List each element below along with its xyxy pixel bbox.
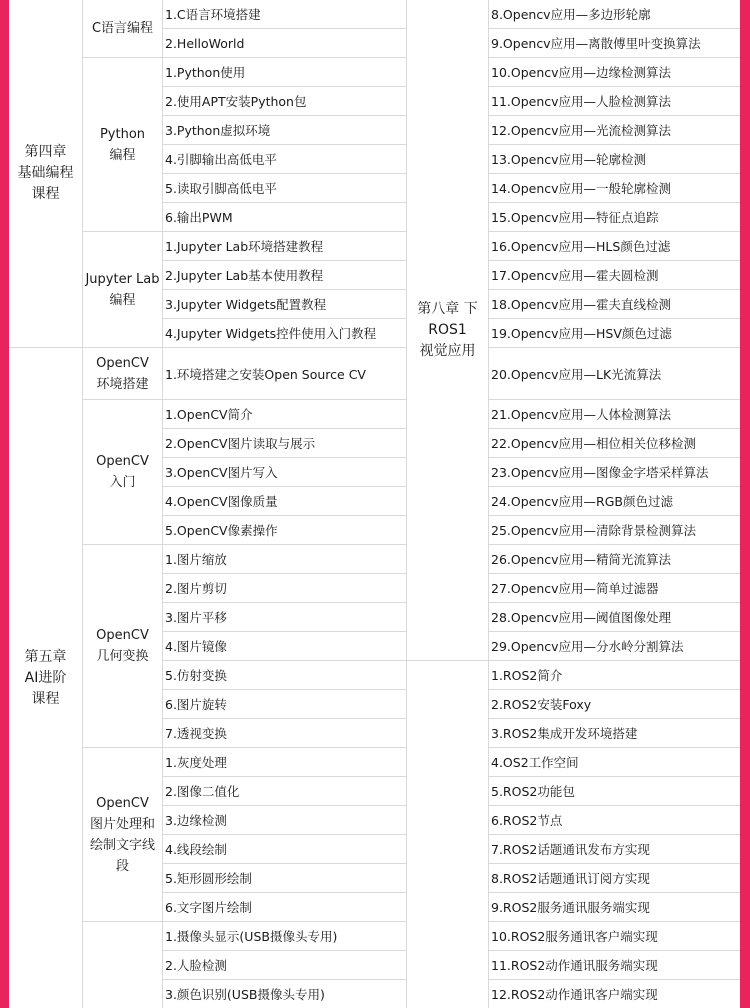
lesson-item-text: 10.ROS2服务通讯客户端实现 — [491, 929, 658, 944]
lesson-item — [163, 922, 406, 951]
lesson-item-text: 12.ROS2动作通讯客户端实现 — [491, 987, 658, 1002]
lesson-item-text: 7.透视变换 — [165, 726, 227, 741]
lesson-item-text: 2.ROS2安装Foxy — [491, 697, 592, 712]
lesson-item — [489, 777, 740, 806]
lesson-item-text: 2.图像二值化 — [165, 784, 240, 799]
lesson-item — [489, 400, 740, 429]
lesson-item — [163, 806, 406, 835]
lesson-item — [489, 574, 740, 603]
lesson-item — [489, 29, 740, 58]
chapter-heading — [407, 661, 488, 1008]
lesson-item — [163, 632, 406, 661]
lesson-item-text: 7.ROS2话题通讯发布方实现 — [491, 842, 650, 857]
lesson-item-text: 10.Opencv应用—边缘检测算法 — [491, 65, 672, 80]
lesson-item-text: 3.ROS2集成开发环境搭建 — [491, 726, 638, 741]
lesson-item — [163, 58, 406, 87]
lesson-item — [489, 603, 740, 632]
lesson-item — [489, 116, 740, 145]
lesson-item-text: 2.OpenCV图片读取与展示 — [165, 436, 316, 451]
chapter-heading — [407, 0, 488, 661]
lesson-item — [163, 29, 406, 58]
lesson-item-text: 3.图片平移 — [165, 610, 227, 625]
chapter-heading-text: 第四章 基础编程 课程 — [17, 144, 74, 202]
topic-group — [83, 400, 162, 545]
lesson-item — [163, 174, 406, 203]
lesson-item — [163, 574, 406, 603]
lesson-item-text: 18.Opencv应用—霍夫直线检测 — [491, 297, 672, 312]
lesson-item — [163, 719, 406, 748]
lesson-item-text: 5.矩形圆形绘制 — [165, 871, 252, 886]
lesson-item-text: 2.HelloWorld — [165, 35, 245, 51]
topic-group-text: Python 编程 — [99, 126, 146, 163]
lesson-item-text: 5.读取引脚高低电平 — [165, 181, 277, 196]
lesson-item-text: 17.Opencv应用—霍夫圆检测 — [491, 268, 659, 283]
lesson-item — [489, 58, 740, 87]
chapter-heading-text: 第八章 下 ROS1 视觉应用 — [417, 300, 478, 359]
lesson-item-text: 29.Opencv应用—分水岭分割算法 — [491, 639, 684, 654]
topic-group-text: Jupyter Lab 编程 — [85, 271, 160, 308]
lesson-item-text: 1.灰度处理 — [165, 755, 227, 770]
lesson-item — [163, 777, 406, 806]
lesson-item — [489, 458, 740, 487]
lesson-item-text: 27.Opencv应用—简单过滤器 — [491, 581, 659, 596]
lesson-item — [163, 603, 406, 632]
lesson-item-text: 4.OpenCV图像质量 — [165, 494, 278, 509]
topic-group — [83, 545, 162, 748]
lesson-item — [489, 951, 740, 980]
lesson-item-text: 3.颜色识别(USB摄像头专用) — [165, 987, 325, 1002]
lesson-item — [163, 980, 406, 1008]
lesson-item-text: 1.OpenCV简介 — [165, 407, 253, 422]
lesson-item-text: 13.Opencv应用—轮廓检测 — [491, 152, 647, 167]
lesson-item — [489, 835, 740, 864]
lesson-item-text: 28.Opencv应用—阈值图像处理 — [491, 610, 672, 625]
lesson-item — [163, 145, 406, 174]
lesson-item — [489, 980, 740, 1008]
lesson-item-text: 4.图片镜像 — [165, 639, 227, 654]
lesson-item-text: 24.Opencv应用—RGB颜色过滤 — [491, 494, 673, 509]
chapter-heading — [9, 348, 82, 1008]
topic-group-text: OpenCV 图片处理和 绘制文字线 段 — [89, 795, 155, 874]
lesson-item-text: 1.摄像头显示(USB摄像头专用) — [165, 929, 338, 944]
lesson-item-text: 1.ROS2简介 — [491, 668, 563, 683]
course-table — [9, 0, 740, 1008]
lesson-item-text: 26.Opencv应用—精简光流算法 — [491, 552, 672, 567]
lesson-item-text: 21.Opencv应用—人体检测算法 — [491, 407, 672, 422]
lesson-item-text: 4.引脚输出高低电平 — [165, 152, 277, 167]
lesson-item-text: 6.图片旋转 — [165, 697, 227, 712]
lesson-item — [163, 116, 406, 145]
lesson-item — [163, 429, 406, 458]
lesson-item — [163, 261, 406, 290]
lesson-item — [489, 922, 740, 951]
lesson-item-text: 1.C语言环境搭建 — [165, 7, 261, 22]
lesson-item — [489, 487, 740, 516]
topic-group — [83, 58, 162, 232]
lesson-item — [489, 719, 740, 748]
lesson-item — [489, 232, 740, 261]
lesson-item-text: 3.边缘检测 — [165, 813, 227, 828]
lesson-item-text: 11.Opencv应用—人脸检测算法 — [491, 94, 672, 109]
lesson-item — [163, 290, 406, 319]
topic-group — [83, 748, 162, 922]
lesson-item-text: 6.ROS2节点 — [491, 813, 563, 828]
lesson-item — [489, 348, 740, 400]
lesson-item — [489, 290, 740, 319]
lesson-item — [163, 864, 406, 893]
lesson-item-text: 1.环境搭建之安装Open Source CV — [165, 366, 366, 382]
lesson-item-text: 4.线段绘制 — [165, 842, 227, 857]
lesson-item — [489, 661, 740, 690]
lesson-item-text: 23.Opencv应用—图像金字塔采样算法 — [491, 465, 709, 480]
topic-group — [83, 922, 162, 1008]
lesson-item-text: 9.Opencv应用—离散傅里叶变换算法 — [491, 36, 701, 51]
lesson-item-text: 3.Python虚拟环境 — [165, 123, 271, 138]
lesson-item — [489, 632, 740, 661]
lesson-item-text: 12.Opencv应用—光流检测算法 — [491, 123, 672, 138]
lesson-item-text: 1.Python使用 — [165, 65, 246, 80]
lesson-item — [163, 203, 406, 232]
lesson-item-text: 8.Opencv应用—多边形轮廓 — [491, 7, 651, 22]
lesson-item — [163, 545, 406, 574]
lesson-item — [163, 400, 406, 429]
lesson-item — [163, 0, 406, 29]
lesson-item — [489, 145, 740, 174]
lesson-item — [489, 429, 740, 458]
lesson-item-text: 5.ROS2功能包 — [491, 784, 575, 799]
lesson-item — [489, 261, 740, 290]
lesson-item — [163, 835, 406, 864]
lesson-item — [163, 951, 406, 980]
lesson-item-text: 15.Opencv应用—特征点追踪 — [491, 210, 659, 225]
lesson-item-text: 2.图片剪切 — [165, 581, 227, 596]
lesson-item — [489, 893, 740, 922]
topic-group-text: C语言编程 — [91, 21, 154, 36]
lesson-item-text: 3.OpenCV图片写入 — [165, 465, 278, 480]
lesson-item — [163, 232, 406, 261]
lesson-item — [163, 348, 406, 400]
lesson-item — [489, 319, 740, 348]
chapter-heading-text: 第五章 AI进阶 课程 — [24, 648, 67, 707]
topic-group-text: OpenCV 环境搭建 — [96, 355, 149, 392]
topic-group-text: OpenCV 入门 — [96, 454, 149, 490]
lesson-item — [489, 87, 740, 116]
lesson-item — [489, 174, 740, 203]
lesson-item — [163, 893, 406, 922]
lesson-item-text: 2.使用APT安装Python包 — [165, 94, 307, 109]
lesson-item-text: 4.Jupyter Widgets控件使用入门教程 — [165, 326, 377, 341]
lesson-item-text: 19.Opencv应用—HSV颜色过滤 — [491, 326, 672, 341]
lesson-item-text: 5.OpenCV像素操作 — [165, 523, 278, 538]
lesson-item-text: 11.ROS2动作通讯服务端实现 — [491, 958, 658, 973]
lesson-item — [489, 806, 740, 835]
lesson-item — [489, 0, 740, 29]
lesson-item — [489, 864, 740, 893]
lesson-item-text: 2.Jupyter Lab基本使用教程 — [165, 268, 324, 283]
lesson-item-text: 6.文字图片绘制 — [165, 900, 252, 915]
lesson-item — [489, 545, 740, 574]
lesson-item — [163, 87, 406, 116]
lesson-item-text: 4.OS2工作空间 — [491, 755, 579, 770]
lesson-item-text: 16.Opencv应用—HLS颜色过滤 — [491, 239, 671, 254]
lesson-item — [489, 516, 740, 545]
lesson-item — [163, 458, 406, 487]
lesson-item-text: 25.Opencv应用—清除背景检测算法 — [491, 523, 697, 538]
topic-group — [83, 0, 162, 58]
lesson-item — [163, 516, 406, 545]
lesson-item — [489, 203, 740, 232]
lesson-item-text: 20.Opencv应用—LK光流算法 — [491, 366, 662, 382]
lesson-item-text: 6.输出PWM — [165, 210, 233, 225]
lesson-item — [163, 487, 406, 516]
lesson-item-text: 3.Jupyter Widgets配置教程 — [165, 297, 327, 312]
lesson-item — [163, 748, 406, 777]
lesson-item — [489, 690, 740, 719]
chapter-heading — [9, 0, 82, 348]
lesson-item-text: 2.人脸检测 — [165, 958, 227, 973]
lesson-item — [489, 748, 740, 777]
topic-group — [83, 232, 162, 348]
lesson-item — [163, 661, 406, 690]
topic-group-text: OpenCV 几何变换 — [96, 628, 149, 664]
lesson-item — [163, 319, 406, 348]
lesson-item — [163, 690, 406, 719]
lesson-item-text: 1.图片缩放 — [165, 552, 227, 567]
lesson-item-text: 22.Opencv应用—相位相关位移检测 — [491, 436, 697, 451]
lesson-item-text: 1.Jupyter Lab环境搭建教程 — [165, 239, 324, 254]
topic-group — [83, 348, 162, 400]
lesson-item-text: 8.ROS2话题通讯订阅方实现 — [491, 871, 650, 886]
lesson-item-text: 5.仿射变换 — [165, 668, 227, 683]
lesson-item-text: 14.Opencv应用—一般轮廓检测 — [491, 181, 672, 196]
lesson-item-text: 9.ROS2服务通讯服务端实现 — [491, 900, 650, 915]
